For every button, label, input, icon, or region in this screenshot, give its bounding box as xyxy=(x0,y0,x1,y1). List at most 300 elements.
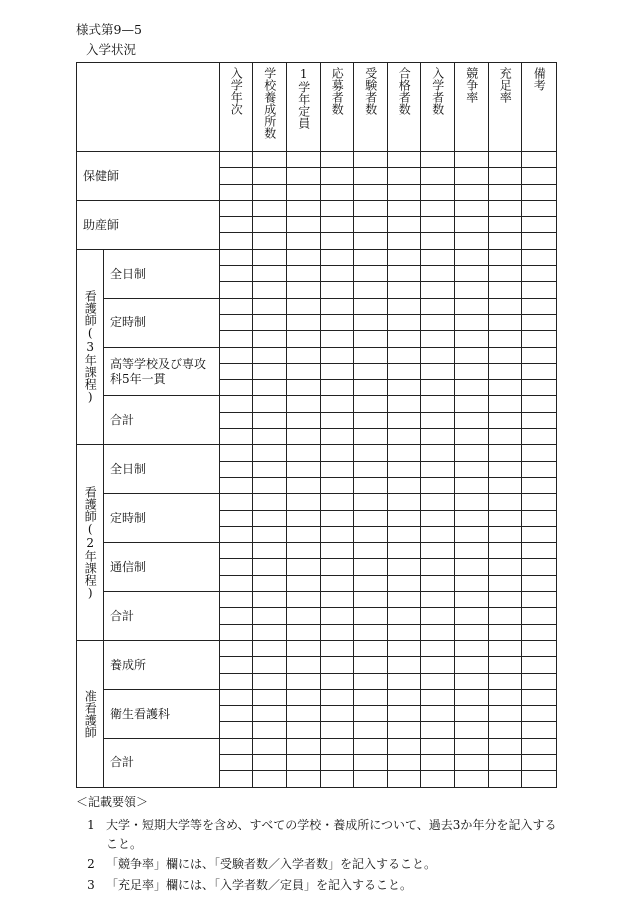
data-cell xyxy=(388,738,421,754)
data-cell xyxy=(321,526,354,542)
data-cell xyxy=(220,266,253,282)
data-cell xyxy=(489,689,522,705)
note-number: 2 xyxy=(87,857,95,872)
group-label xyxy=(77,445,104,641)
data-cell xyxy=(455,461,489,477)
data-cell xyxy=(388,168,421,184)
data-cell xyxy=(421,266,455,282)
notes-section xyxy=(76,793,566,896)
data-cell xyxy=(388,640,421,656)
data-cell xyxy=(489,673,522,689)
table-row xyxy=(77,445,557,461)
data-cell xyxy=(388,314,421,330)
column-header xyxy=(421,63,455,152)
data-cell xyxy=(354,217,388,233)
subcategory-label: 全日制 xyxy=(104,445,220,494)
data-cell xyxy=(253,559,287,575)
data-cell xyxy=(421,331,455,347)
note-text: 大学・短期大学等を含め、すべての学校・養成所について、過去3か年分を記入すること。 xyxy=(106,818,557,851)
data-cell xyxy=(287,494,321,510)
table-row xyxy=(77,249,557,265)
data-cell xyxy=(220,477,253,493)
column-header xyxy=(354,63,388,152)
data-cell xyxy=(321,722,354,738)
data-cell xyxy=(489,412,522,428)
table-row xyxy=(77,689,557,705)
data-cell xyxy=(321,510,354,526)
data-cell xyxy=(455,347,489,363)
data-cell xyxy=(388,347,421,363)
data-cell xyxy=(287,673,321,689)
data-cell xyxy=(354,412,388,428)
data-cell xyxy=(489,168,522,184)
data-cell xyxy=(455,592,489,608)
data-cell xyxy=(253,363,287,379)
data-cell xyxy=(421,608,455,624)
data-cell xyxy=(220,657,253,673)
data-cell xyxy=(455,412,489,428)
table-row xyxy=(77,200,557,216)
data-cell xyxy=(321,608,354,624)
data-cell xyxy=(220,347,253,363)
data-cell xyxy=(388,461,421,477)
data-cell xyxy=(253,543,287,559)
data-cell xyxy=(489,754,522,770)
data-cell xyxy=(321,738,354,754)
data-cell xyxy=(455,396,489,412)
data-cell xyxy=(287,445,321,461)
column-header-label: 受験者数 xyxy=(363,67,378,115)
data-cell xyxy=(321,233,354,249)
data-cell xyxy=(421,461,455,477)
data-cell xyxy=(455,282,489,298)
column-header-label: 入学者数 xyxy=(430,67,445,115)
data-cell xyxy=(455,249,489,265)
data-cell xyxy=(455,314,489,330)
data-cell xyxy=(287,282,321,298)
data-cell xyxy=(522,380,557,396)
note-item xyxy=(76,876,566,895)
data-cell xyxy=(522,266,557,282)
data-cell xyxy=(455,526,489,542)
data-cell xyxy=(253,575,287,591)
data-cell xyxy=(354,543,388,559)
data-cell xyxy=(287,771,321,787)
data-cell xyxy=(287,575,321,591)
table-row xyxy=(77,298,557,314)
data-cell xyxy=(220,738,253,754)
data-cell xyxy=(321,771,354,787)
note-item xyxy=(76,816,566,853)
data-cell xyxy=(287,184,321,200)
column-header xyxy=(287,63,321,152)
data-cell xyxy=(321,445,354,461)
subcategory-label: 定時制 xyxy=(104,494,220,543)
data-cell xyxy=(522,429,557,445)
data-cell xyxy=(421,592,455,608)
data-cell xyxy=(388,575,421,591)
data-cell xyxy=(522,461,557,477)
data-cell xyxy=(354,314,388,330)
data-cell xyxy=(220,298,253,314)
note-number: 3 xyxy=(87,877,95,892)
data-cell xyxy=(354,347,388,363)
data-cell xyxy=(287,168,321,184)
table-row xyxy=(77,738,557,754)
subcategory-label: 定時制 xyxy=(104,298,220,347)
data-cell xyxy=(253,347,287,363)
data-cell xyxy=(253,233,287,249)
data-cell xyxy=(522,412,557,428)
data-cell xyxy=(220,184,253,200)
table-row xyxy=(77,494,557,510)
data-cell xyxy=(388,331,421,347)
data-cell xyxy=(354,461,388,477)
data-cell xyxy=(253,771,287,787)
data-cell xyxy=(388,526,421,542)
data-cell xyxy=(421,738,455,754)
subcategory-label: 高等学校及び専攻科5年一貫 xyxy=(104,347,220,396)
data-cell xyxy=(388,494,421,510)
data-cell xyxy=(489,494,522,510)
data-cell xyxy=(421,771,455,787)
data-cell xyxy=(455,738,489,754)
data-cell xyxy=(220,722,253,738)
data-cell xyxy=(253,592,287,608)
data-cell xyxy=(354,640,388,656)
data-cell xyxy=(321,689,354,705)
data-cell xyxy=(253,640,287,656)
data-cell xyxy=(388,249,421,265)
table-row xyxy=(77,347,557,363)
data-cell xyxy=(354,298,388,314)
data-cell xyxy=(421,689,455,705)
data-cell xyxy=(489,445,522,461)
data-cell xyxy=(489,233,522,249)
data-cell xyxy=(522,363,557,379)
data-cell xyxy=(489,575,522,591)
data-cell xyxy=(220,689,253,705)
data-cell xyxy=(354,184,388,200)
data-cell xyxy=(388,706,421,722)
data-cell xyxy=(489,722,522,738)
header-row xyxy=(77,63,557,152)
data-cell xyxy=(421,152,455,168)
data-cell xyxy=(354,722,388,738)
data-cell xyxy=(321,152,354,168)
data-cell xyxy=(489,640,522,656)
column-header-label: 競争率 xyxy=(464,67,479,103)
data-cell xyxy=(220,543,253,559)
data-cell xyxy=(455,477,489,493)
data-cell xyxy=(522,673,557,689)
column-header-label: 入学年次 xyxy=(229,67,244,115)
data-cell xyxy=(287,559,321,575)
data-cell xyxy=(489,396,522,412)
data-cell xyxy=(388,266,421,282)
data-cell xyxy=(489,249,522,265)
data-cell xyxy=(287,624,321,640)
data-cell xyxy=(287,412,321,428)
data-cell xyxy=(354,526,388,542)
data-cell xyxy=(321,282,354,298)
data-cell xyxy=(321,640,354,656)
subcategory-label: 衛生看護科 xyxy=(104,689,220,738)
data-cell xyxy=(489,706,522,722)
data-cell xyxy=(455,657,489,673)
data-cell xyxy=(321,543,354,559)
corner-cell xyxy=(77,63,220,152)
data-cell xyxy=(388,184,421,200)
data-cell xyxy=(388,217,421,233)
data-cell xyxy=(220,559,253,575)
data-cell xyxy=(489,738,522,754)
data-cell xyxy=(388,429,421,445)
data-cell xyxy=(354,429,388,445)
data-cell xyxy=(220,168,253,184)
data-cell xyxy=(522,624,557,640)
data-cell xyxy=(489,282,522,298)
column-header-label: 応募者数 xyxy=(330,67,345,115)
data-cell xyxy=(455,575,489,591)
data-cell xyxy=(287,233,321,249)
data-cell xyxy=(287,510,321,526)
data-cell xyxy=(287,200,321,216)
data-cell xyxy=(354,657,388,673)
data-cell xyxy=(354,380,388,396)
data-cell xyxy=(522,543,557,559)
data-cell xyxy=(522,754,557,770)
table-row xyxy=(77,152,557,168)
note-number: 1 xyxy=(87,818,95,832)
data-cell xyxy=(489,429,522,445)
data-cell xyxy=(253,689,287,705)
form-code: 様式第9—5 xyxy=(76,22,142,37)
data-cell xyxy=(421,722,455,738)
data-cell xyxy=(321,396,354,412)
data-cell xyxy=(220,754,253,770)
data-cell xyxy=(253,217,287,233)
data-cell xyxy=(455,217,489,233)
data-cell xyxy=(421,477,455,493)
data-cell xyxy=(455,200,489,216)
data-cell xyxy=(522,706,557,722)
data-cell xyxy=(388,559,421,575)
data-cell xyxy=(354,249,388,265)
data-cell xyxy=(287,738,321,754)
data-cell xyxy=(489,380,522,396)
data-cell xyxy=(522,510,557,526)
data-cell xyxy=(522,168,557,184)
data-cell xyxy=(253,477,287,493)
data-cell xyxy=(455,640,489,656)
data-cell xyxy=(388,298,421,314)
data-cell xyxy=(354,608,388,624)
data-cell xyxy=(354,575,388,591)
data-cell xyxy=(220,608,253,624)
data-cell xyxy=(421,559,455,575)
data-cell xyxy=(253,510,287,526)
data-cell xyxy=(489,592,522,608)
column-header xyxy=(253,63,287,152)
data-cell xyxy=(522,314,557,330)
data-cell xyxy=(421,412,455,428)
note-item xyxy=(76,855,566,874)
data-cell xyxy=(321,494,354,510)
data-cell xyxy=(287,266,321,282)
data-cell xyxy=(489,314,522,330)
column-header-label: 備考 xyxy=(532,67,547,91)
data-cell xyxy=(354,331,388,347)
data-cell xyxy=(321,184,354,200)
subcategory-label: 養成所 xyxy=(104,640,220,689)
data-cell xyxy=(287,314,321,330)
data-cell xyxy=(455,380,489,396)
data-cell xyxy=(287,461,321,477)
data-cell xyxy=(220,494,253,510)
data-cell xyxy=(388,152,421,168)
data-cell xyxy=(421,445,455,461)
data-cell xyxy=(489,200,522,216)
data-cell xyxy=(253,657,287,673)
data-cell xyxy=(287,347,321,363)
data-cell xyxy=(253,314,287,330)
data-cell xyxy=(455,543,489,559)
column-header xyxy=(220,63,253,152)
data-cell xyxy=(321,477,354,493)
data-cell xyxy=(455,706,489,722)
data-cell xyxy=(287,526,321,542)
data-cell xyxy=(321,673,354,689)
group-label xyxy=(77,640,104,787)
data-cell xyxy=(455,152,489,168)
data-cell xyxy=(522,298,557,314)
data-cell xyxy=(287,298,321,314)
data-cell xyxy=(421,640,455,656)
data-cell xyxy=(421,249,455,265)
data-cell xyxy=(455,445,489,461)
data-cell xyxy=(321,298,354,314)
data-cell xyxy=(253,412,287,428)
data-cell xyxy=(522,592,557,608)
data-cell xyxy=(220,771,253,787)
data-cell xyxy=(455,429,489,445)
data-cell xyxy=(354,477,388,493)
column-header xyxy=(321,63,354,152)
data-cell xyxy=(253,429,287,445)
data-cell xyxy=(321,200,354,216)
data-cell xyxy=(287,429,321,445)
data-cell xyxy=(287,380,321,396)
data-cell xyxy=(522,689,557,705)
data-cell xyxy=(253,738,287,754)
data-cell xyxy=(253,152,287,168)
data-cell xyxy=(321,657,354,673)
column-header-label: 1学年定員 xyxy=(296,67,311,129)
data-cell xyxy=(321,217,354,233)
data-cell xyxy=(421,624,455,640)
data-cell xyxy=(455,559,489,575)
data-cell xyxy=(489,608,522,624)
data-cell xyxy=(388,689,421,705)
note-text: 「競争率」欄には、「受験者数／入学者数」を記入すること。 xyxy=(106,857,437,872)
data-cell xyxy=(455,673,489,689)
data-cell xyxy=(220,233,253,249)
data-cell xyxy=(421,363,455,379)
data-cell xyxy=(321,754,354,770)
data-cell xyxy=(522,233,557,249)
group-label xyxy=(77,249,104,445)
data-cell xyxy=(287,754,321,770)
data-cell xyxy=(321,575,354,591)
data-cell xyxy=(522,771,557,787)
data-cell xyxy=(220,380,253,396)
data-cell xyxy=(388,477,421,493)
data-cell xyxy=(253,608,287,624)
data-cell xyxy=(455,494,489,510)
data-cell xyxy=(455,608,489,624)
data-cell xyxy=(388,722,421,738)
data-cell xyxy=(421,429,455,445)
data-cell xyxy=(287,592,321,608)
data-cell xyxy=(220,200,253,216)
data-cell xyxy=(522,200,557,216)
data-cell xyxy=(421,380,455,396)
group-label-text: 看護師(2年課程) xyxy=(83,485,98,600)
data-cell xyxy=(220,673,253,689)
data-cell xyxy=(354,738,388,754)
data-cell xyxy=(220,461,253,477)
data-cell xyxy=(287,657,321,673)
data-cell xyxy=(321,347,354,363)
data-cell xyxy=(354,445,388,461)
data-cell xyxy=(388,543,421,559)
category-label: 助産師 xyxy=(77,200,220,249)
table-row xyxy=(77,543,557,559)
subcategory-label: 合計 xyxy=(104,592,220,641)
data-cell xyxy=(421,200,455,216)
data-cell xyxy=(287,689,321,705)
data-cell xyxy=(287,396,321,412)
data-cell xyxy=(489,298,522,314)
data-cell xyxy=(388,412,421,428)
column-header xyxy=(455,63,489,152)
data-cell xyxy=(354,754,388,770)
data-cell xyxy=(321,706,354,722)
data-cell xyxy=(220,282,253,298)
data-cell xyxy=(421,706,455,722)
data-cell xyxy=(253,494,287,510)
data-cell xyxy=(321,461,354,477)
data-cell xyxy=(287,543,321,559)
data-cell xyxy=(253,266,287,282)
data-cell xyxy=(354,396,388,412)
data-cell xyxy=(489,559,522,575)
data-cell xyxy=(388,380,421,396)
data-cell xyxy=(253,673,287,689)
data-cell xyxy=(489,152,522,168)
data-cell xyxy=(321,363,354,379)
data-cell xyxy=(220,575,253,591)
data-cell xyxy=(388,396,421,412)
data-cell xyxy=(522,152,557,168)
data-cell xyxy=(421,494,455,510)
form-title: 入学状況 xyxy=(86,42,137,57)
data-cell xyxy=(220,706,253,722)
data-cell xyxy=(220,445,253,461)
data-cell xyxy=(388,282,421,298)
data-cell xyxy=(388,754,421,770)
